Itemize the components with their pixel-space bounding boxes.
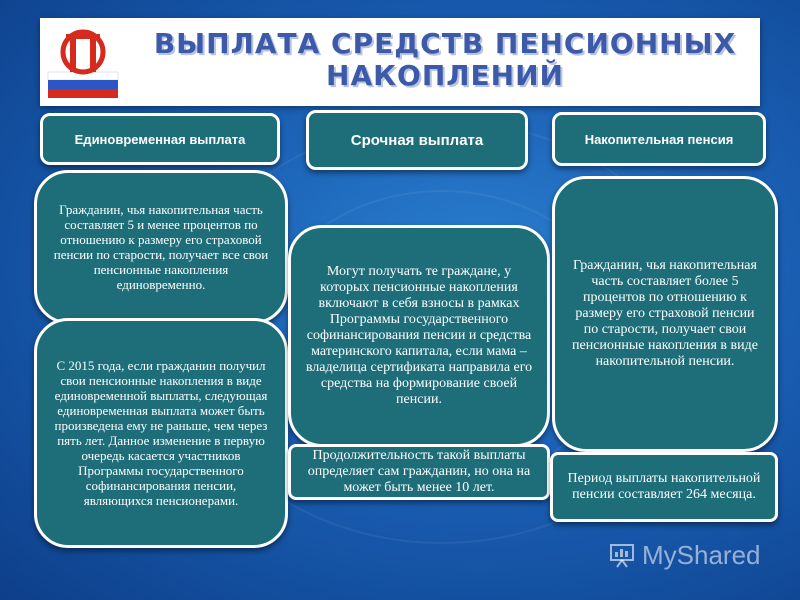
watermark — [608, 537, 788, 573]
funded-pension-period: Период выплаты накопительной пенсии составляет 264 месяца. — [550, 452, 778, 522]
heading-funded-pension: Накопительная пенсия — [552, 112, 766, 166]
lump-sum-2015-rule: С 2015 года, если гражданин получил свои пенсионные накопления в виде единовременной выплаты, следующая единовременная выплата может быть произведена ему не раньше, чем через пять лет. Данное изменение в первую очередь касается участников Программы государственного софинансирования пенсии, являющихся пенсионерами. — [34, 318, 288, 548]
watermark-text: MyShared — [642, 539, 761, 570]
funded-pension-description: Гражданин, чья накопительная часть составляет более 5 процентов по отношению к размеру его страховой пенсии по старости, получает свои пенсионные накопления в виде накопительной пенсии. — [552, 176, 778, 452]
pfr-logo — [46, 28, 120, 100]
lump-sum-description: Гражданин, чья накопительная часть составляет 5 и менее процентов по отношению к размеру его страховой пенсии по старости, получает все свои пенсионные накопления единовременно. — [34, 170, 288, 324]
title-banner — [40, 18, 760, 106]
heading-lump-sum: Единовременная выплата — [40, 113, 280, 165]
presentation-icon — [608, 541, 636, 569]
term-payment-description: Могут получать те граждане, у которых пенсионные накопления включают в себя взносы в рамках Программы государственного софинансирования пенсии и средства материнского капитала, если мама – владелица сертификата направила его средства на формирование своей пенсии. — [288, 225, 550, 447]
term-payment-duration: Продолжительность такой выплаты определяет сам гражданин, но она на может быть менее 10 лет. — [288, 444, 550, 500]
heading-term-payment: Срочная выплата — [306, 110, 528, 170]
page-title: ВЫПЛАТА СРЕДСТВ ПЕНСИОННЫХ НАКОПЛЕНИЙ — [153, 27, 737, 92]
